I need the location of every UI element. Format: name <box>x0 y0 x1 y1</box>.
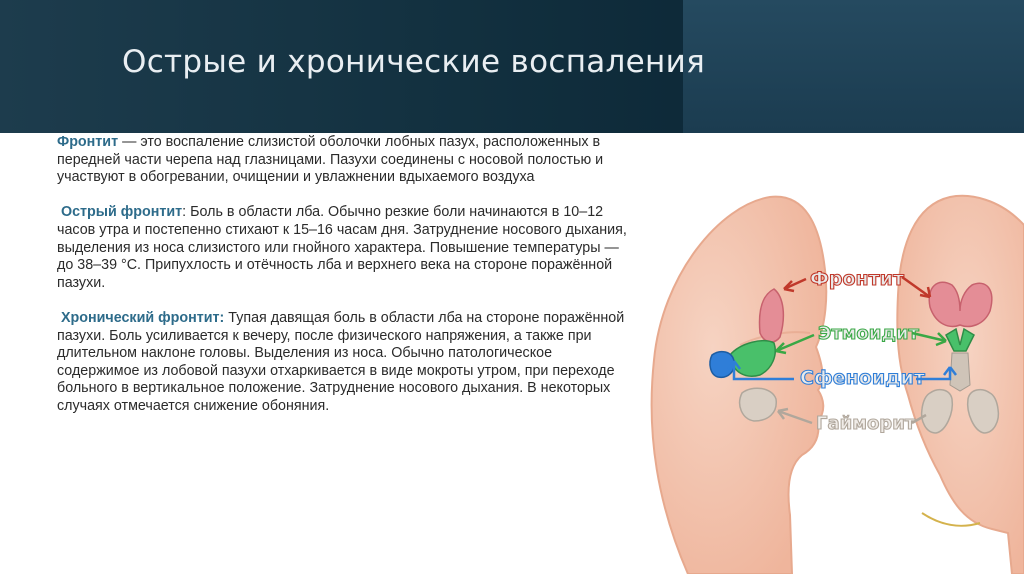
acute-text: : Боль в области лба. Обычно резкие боли начинаются в 10–12 часов утра и постепенно стихают к 15–16 часам дня. Затруднение носового дыхания, выделения из носа слизистого или гнойного характера. Повышение температуры — до 38–39 °С. Припухлость и отёчность лба и верхнего века на стороне поражённой пазухи. <box>57 204 627 291</box>
title-bar-accent <box>683 0 1024 133</box>
sinusitis-illustration <box>640 185 1024 574</box>
label-sphenoiditis: Сфеноидит <box>800 367 925 389</box>
title-bar <box>0 0 1024 133</box>
paragraph-definition <box>57 134 627 187</box>
definition-text: — это воспаление слизистой оболочки лобных пазух, расположенных в передней части черепа над глазницами. Пазухи соединены с носовой полостью и участвуют в обогревании, очищении и увлажнении вдыхаемого воздуха <box>57 134 604 186</box>
term-frontitis: Фронтит <box>57 134 119 150</box>
body-text <box>57 134 627 416</box>
paragraph-acute <box>57 204 627 292</box>
chronic-text: Тупая давящая боль в области лба на стороне поражённой пазухи. Боль усиливается к вечеру, после физического напряжения, а также при длительном наклоне головы. Выделения из носа. Обычно патологическое содержимое из лобовой пазухи отхаркивается в виде мокроты утром, при переходе больного в вертикальное положение. Затруднение носового дыхания. В некоторых случаях отмечается снижение обоняния. <box>57 309 625 414</box>
slide-title: Острые и хронические воспаления <box>122 44 706 80</box>
term-chronic-frontitis: Хронический фронтит: <box>60 309 225 326</box>
term-acute-frontitis: Острый фронтит <box>60 204 183 221</box>
maxillary-sinus-profile <box>740 388 777 421</box>
label-frontitis: Фронтит <box>810 268 904 290</box>
label-maxillary: Гайморит <box>816 413 916 434</box>
label-ethmoiditis: Этмоидит <box>818 323 919 344</box>
paragraph-chronic <box>57 310 627 416</box>
